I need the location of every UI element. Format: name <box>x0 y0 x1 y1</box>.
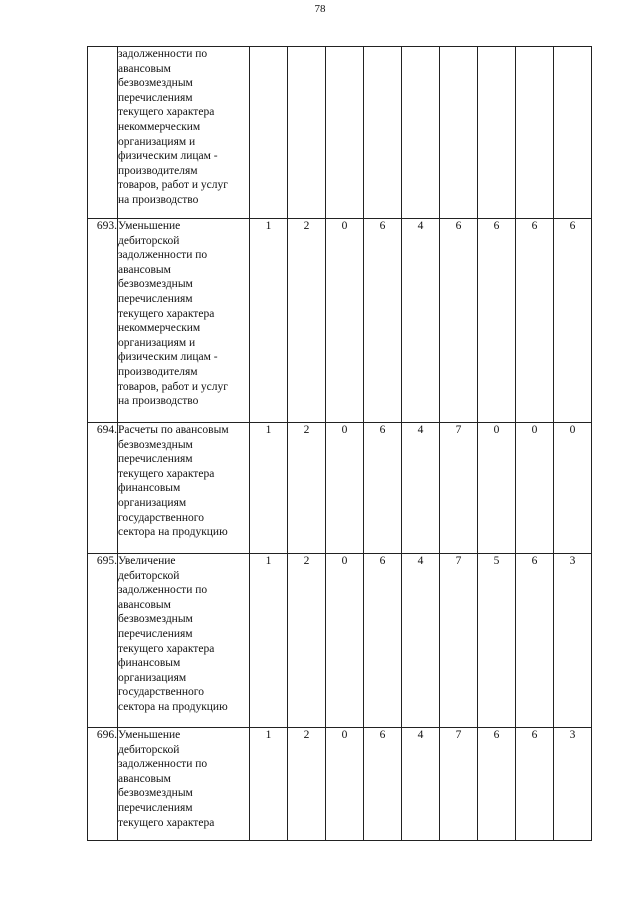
code-digit-8: 0 <box>516 423 554 554</box>
code-digit-1 <box>250 47 288 219</box>
code-digit-2: 2 <box>288 219 326 423</box>
code-digit-8: 6 <box>516 219 554 423</box>
description-line: Уменьшение <box>118 220 181 232</box>
description-line: задолженности по <box>118 584 208 597</box>
table-row <box>88 219 592 423</box>
description-line: на производство <box>118 395 199 408</box>
code-digit-2 <box>288 47 326 219</box>
description-line: дебиторской <box>118 569 180 582</box>
code-digit-7: 5 <box>478 554 516 728</box>
code-digit-3: 0 <box>326 219 364 423</box>
row-number: 693. <box>88 219 118 423</box>
description-line: дебиторской <box>118 743 180 756</box>
description-line: безвозмездным <box>118 278 193 291</box>
description-line: государственного <box>118 511 204 524</box>
description-line: безвозмездным <box>118 77 193 90</box>
code-digit-2: 2 <box>288 554 326 728</box>
table-row <box>88 47 592 219</box>
code-digit-1: 1 <box>250 554 288 728</box>
description-line: перечислениям <box>118 91 193 104</box>
row-description <box>118 219 250 423</box>
table-row <box>88 423 592 554</box>
code-digit-9: 3 <box>554 554 592 728</box>
code-digit-7 <box>478 47 516 219</box>
code-digit-5 <box>402 47 440 219</box>
description-line: безвозмездным <box>118 613 193 626</box>
code-digit-3: 0 <box>326 554 364 728</box>
code-digit-1: 1 <box>250 219 288 423</box>
code-digit-3: 0 <box>326 728 364 841</box>
description-line: задолженности по <box>118 48 208 60</box>
description-line: Расчеты по авансовым <box>118 424 229 436</box>
description-line: производителям <box>118 365 198 378</box>
description-line: физическим лицам - <box>118 150 218 163</box>
row-description <box>118 423 250 554</box>
description-line: перечислениям <box>118 627 193 640</box>
code-digit-1: 1 <box>250 728 288 841</box>
description-line: товаров, работ и услуг <box>118 380 228 393</box>
code-digit-8: 6 <box>516 728 554 841</box>
code-digit-4: 6 <box>364 423 402 554</box>
code-digit-4 <box>364 47 402 219</box>
description-line: авансовым <box>118 772 171 785</box>
row-description <box>118 554 250 728</box>
description-line: текущего характера <box>118 816 215 829</box>
code-digit-8 <box>516 47 554 219</box>
table-row <box>88 554 592 728</box>
description-line: на производство <box>118 193 199 206</box>
description-line: задолженности по <box>118 249 208 262</box>
description-line: авансовым <box>118 263 171 276</box>
description-line: финансовым <box>118 482 181 495</box>
page-number: 78 <box>314 3 326 15</box>
code-digit-5: 4 <box>402 423 440 554</box>
description-line: организациям <box>118 496 187 509</box>
code-digit-2: 2 <box>288 423 326 554</box>
description-line: сектора на продукцию <box>118 700 228 713</box>
description-line: текущего характера <box>118 106 215 119</box>
description-line: некоммерческим <box>118 120 201 133</box>
code-digit-6: 7 <box>440 423 478 554</box>
row-number: 696. <box>88 728 118 841</box>
code-digit-7: 0 <box>478 423 516 554</box>
description-line: организациям и <box>118 336 196 349</box>
description-line: Увеличение <box>118 555 176 567</box>
description-line: текущего характера <box>118 642 215 655</box>
description-line: текущего характера <box>118 307 215 320</box>
description-line: государственного <box>118 686 204 699</box>
code-digit-4: 6 <box>364 728 402 841</box>
row-number: 695. <box>88 554 118 728</box>
code-digit-1: 1 <box>250 423 288 554</box>
description-line: физическим лицам - <box>118 351 218 364</box>
code-digit-5: 4 <box>402 554 440 728</box>
code-digit-5: 4 <box>402 728 440 841</box>
code-digit-6 <box>440 47 478 219</box>
code-digit-7: 6 <box>478 219 516 423</box>
code-digit-9 <box>554 47 592 219</box>
description-line: безвозмездным <box>118 438 193 451</box>
code-digit-5: 4 <box>402 219 440 423</box>
description-line: Уменьшение <box>118 729 181 741</box>
row-number <box>88 47 118 219</box>
description-line: перечислениям <box>118 292 193 305</box>
description-line: организациям <box>118 671 187 684</box>
description-line: авансовым <box>118 598 171 611</box>
description-line: организациям и <box>118 135 196 148</box>
description-line: безвозмездным <box>118 787 193 800</box>
classification-table <box>87 46 592 841</box>
description-line: товаров, работ и услуг <box>118 179 228 192</box>
description-line: авансовым <box>118 62 171 75</box>
row-description <box>118 728 250 841</box>
description-line: некоммерческим <box>118 322 201 335</box>
code-digit-7: 6 <box>478 728 516 841</box>
code-digit-9: 6 <box>554 219 592 423</box>
code-digit-3: 0 <box>326 423 364 554</box>
code-digit-9: 0 <box>554 423 592 554</box>
row-number: 694. <box>88 423 118 554</box>
table-row <box>88 728 592 841</box>
row-description <box>118 47 250 219</box>
description-line: дебиторской <box>118 234 180 247</box>
description-line: сектора на продукцию <box>118 526 228 539</box>
code-digit-9: 3 <box>554 728 592 841</box>
table-body <box>88 47 592 841</box>
description-line: перечислениям <box>118 801 193 814</box>
code-digit-4: 6 <box>364 554 402 728</box>
description-line: текущего характера <box>118 467 215 480</box>
description-line: финансовым <box>118 657 181 670</box>
description-line: производителям <box>118 164 198 177</box>
description-line: задолженности по <box>118 758 208 771</box>
code-digit-2: 2 <box>288 728 326 841</box>
code-digit-4: 6 <box>364 219 402 423</box>
code-digit-8: 6 <box>516 554 554 728</box>
code-digit-3 <box>326 47 364 219</box>
code-digit-6: 7 <box>440 554 478 728</box>
code-digit-6: 6 <box>440 219 478 423</box>
code-digit-6: 7 <box>440 728 478 841</box>
description-line: перечислениям <box>118 453 193 466</box>
